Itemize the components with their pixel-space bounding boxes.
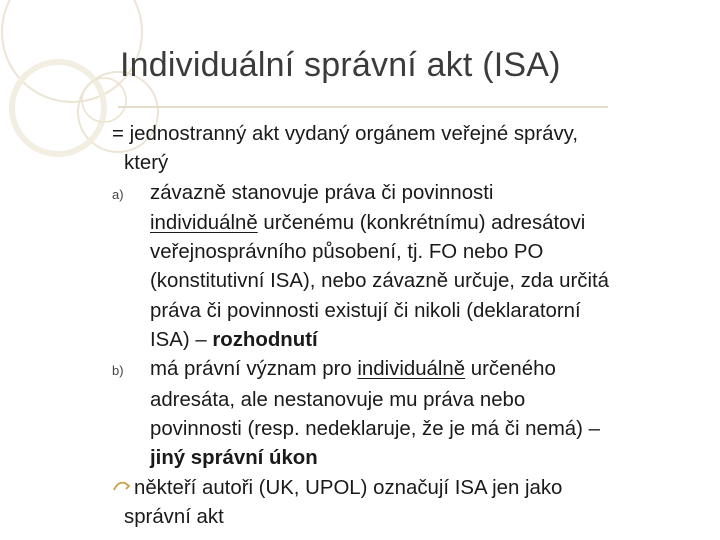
item-a-marker: a) (112, 186, 124, 202)
item-a-line-4: (konstitutivní ISA), nebo závazně určuje, zda určitá (150, 270, 610, 293)
intro-line-1: = jednostranný akt vydaný orgánem veřejné správy, (112, 123, 579, 145)
note-line-2: správní akt (124, 505, 224, 528)
item-b-line-4 (112, 444, 708, 473)
item-b-text-1: má právní význam pro (150, 358, 358, 381)
title-divider (118, 106, 608, 108)
item-a-underlined: individuálně (150, 211, 258, 234)
item-b-underlined: individuálně (357, 358, 466, 381)
item-b-text-1b: určeného (465, 358, 556, 381)
decor-circle-ring (12, 62, 104, 154)
curl-bullet-icon (112, 474, 134, 503)
note-text-1: někteří autoři (UK, UPOL) označují ISA jen jako (134, 476, 563, 499)
item-b-line-3: povinnosti (resp. nedeklaruje, že je má či nemá) – (150, 417, 600, 440)
item-a-line-6 (112, 326, 708, 355)
note-line-1 (112, 474, 708, 503)
intro-line-2: který (124, 152, 169, 175)
item-a-line-5: práva či povinnosti existují či nikoli (deklaratorní (150, 299, 581, 322)
item-a-line-3: veřejnosprávního působení, tj. FO nebo PO (150, 241, 544, 264)
item-a-line-1 (112, 179, 708, 209)
slide-title: Individuální správní akt (ISA) (120, 46, 561, 84)
item-a-bold-term: rozhodnutí (212, 329, 318, 352)
item-a-line-2 (112, 209, 708, 238)
item-b-bold-term: jiný správní úkon (150, 447, 318, 470)
item-a-text-6: ISA) – (150, 329, 213, 352)
slide-body (112, 120, 708, 532)
item-b-line-1 (112, 355, 708, 385)
item-b-marker: b) (112, 363, 124, 379)
item-a-text-2: určenému (konkrétnímu) adresátovi (257, 211, 586, 234)
item-b-line-2: adresáta, ale nestanovuje mu práva nebo (150, 388, 526, 411)
item-a-text-1: závazně stanovuje práva či povinnosti (150, 181, 494, 204)
